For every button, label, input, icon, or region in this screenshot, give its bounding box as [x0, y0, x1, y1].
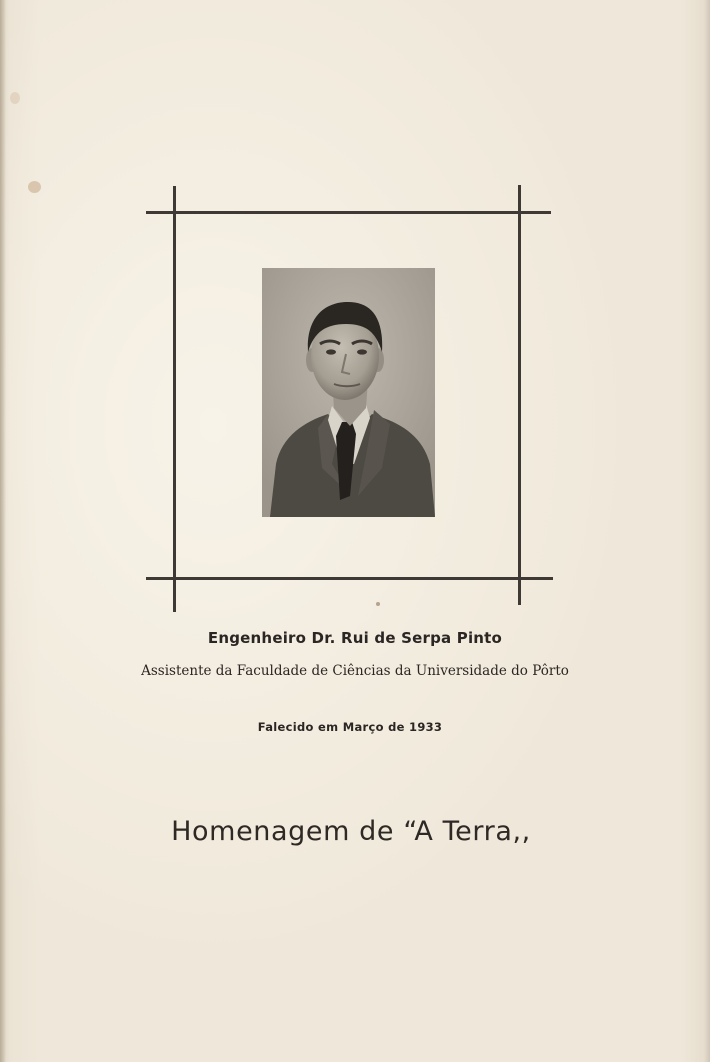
paper-stain — [10, 92, 20, 104]
person-name: Engenheiro Dr. Rui de Serpa Pinto — [207, 629, 503, 647]
paper-stain — [28, 181, 41, 193]
portrait-photo-icon — [262, 268, 435, 517]
frame-rule-right — [518, 185, 521, 605]
frame-rule-top — [146, 211, 551, 214]
spine-shadow — [0, 0, 6, 1062]
paper-stain — [376, 602, 380, 606]
homage-title: Homenagem de “A Terra,, — [171, 816, 531, 847]
frame-rule-left — [173, 186, 176, 612]
frame-rule-bottom — [146, 577, 553, 580]
death-notice: Falecido em Março de 1933 — [257, 720, 443, 734]
person-role: Assistente da Faculdade de Ciências da Universidade do Pôrto — [141, 663, 569, 679]
portrait-photo — [262, 268, 435, 517]
